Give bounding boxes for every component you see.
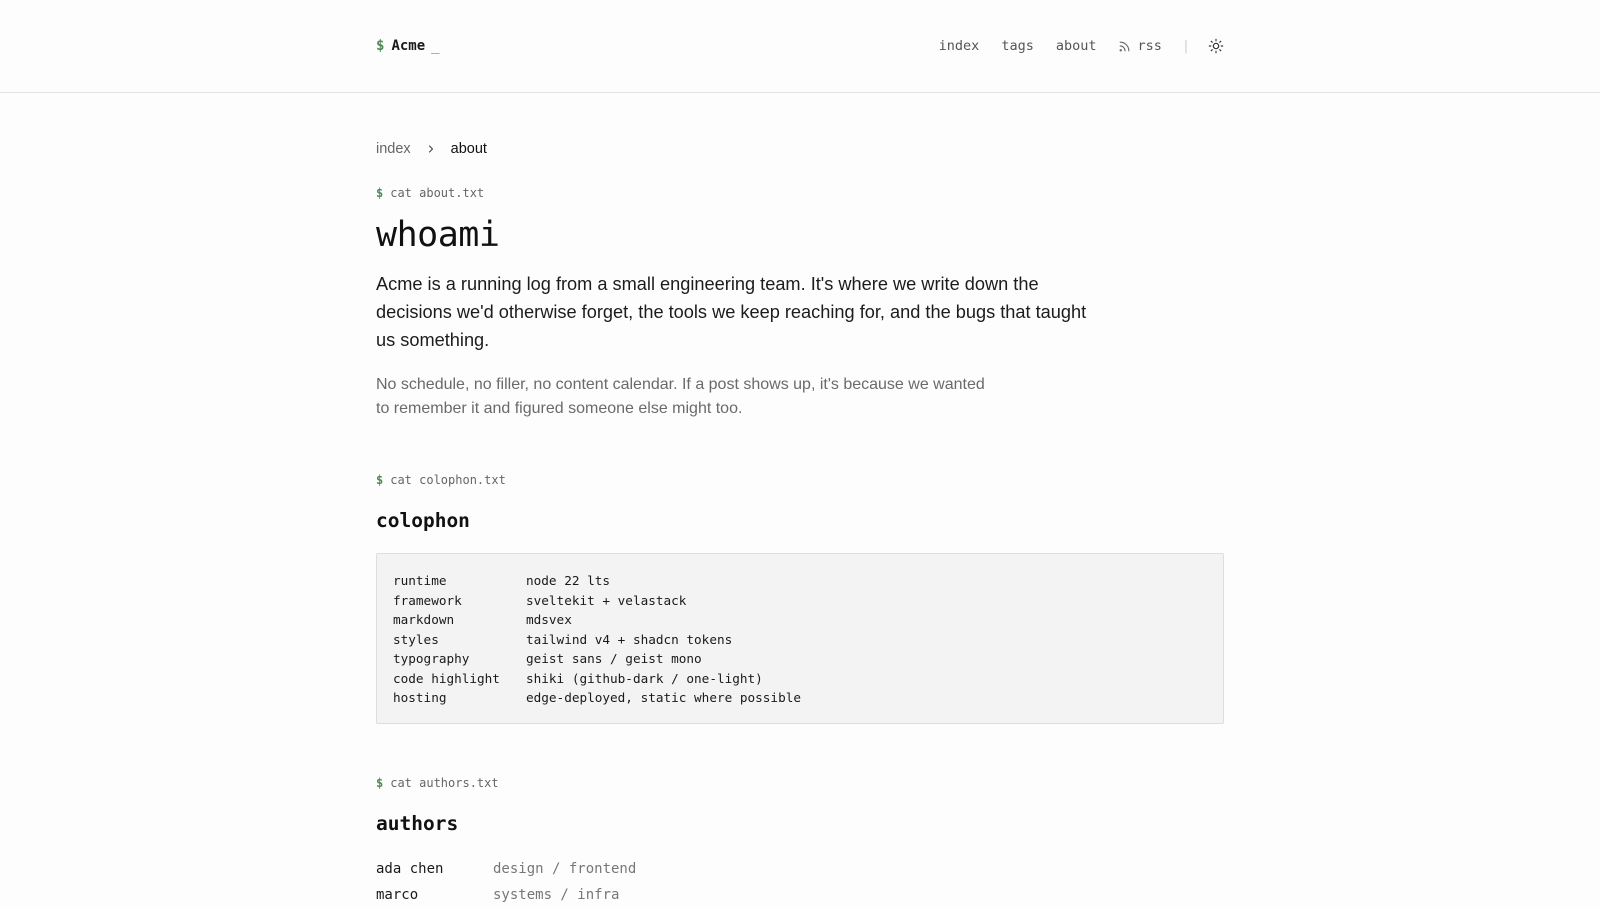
nav-index-link[interactable]: index xyxy=(938,38,980,54)
nav-rss-label: rss xyxy=(1137,38,1162,54)
spec-row xyxy=(393,630,1207,650)
spec-key: framework xyxy=(393,592,462,608)
spec-key: code highlight xyxy=(393,670,500,686)
breadcrumb-current: about xyxy=(450,141,487,157)
spec-value: edge-deployed, static where possible xyxy=(526,690,801,705)
nav-tags-link[interactable]: tags xyxy=(1001,38,1034,54)
spec-row xyxy=(393,669,1207,689)
page-title: whoami xyxy=(376,215,500,255)
spec-value: sveltekit + velastack xyxy=(526,592,687,608)
authors-command-line xyxy=(376,776,499,790)
colophon-heading: colophon xyxy=(376,509,470,532)
author-name: marco xyxy=(376,887,419,903)
command-text: cat about.txt xyxy=(390,186,485,200)
command-prompt: $ xyxy=(376,186,384,200)
brand-name: Acme xyxy=(391,38,426,54)
rss-icon xyxy=(1118,40,1131,53)
author-role: systems / infra xyxy=(493,887,620,903)
sun-icon xyxy=(1208,38,1224,54)
site-header xyxy=(0,0,1600,93)
author-name: ada chen xyxy=(376,861,444,877)
header-inner xyxy=(376,0,1224,92)
breadcrumb xyxy=(376,141,487,157)
nav-rss-link[interactable] xyxy=(1118,38,1161,54)
spec-key: styles xyxy=(393,631,439,647)
command-text: cat authors.txt xyxy=(390,776,499,790)
authors-list xyxy=(376,856,636,908)
theme-toggle-button[interactable] xyxy=(1208,38,1224,54)
spec-key: runtime xyxy=(393,573,447,588)
brand-logo[interactable] xyxy=(376,38,440,54)
spec-row xyxy=(393,610,1207,630)
spec-key: markdown xyxy=(393,612,455,627)
spec-value: node 22 lts xyxy=(526,573,611,588)
spec-value: mdsvex xyxy=(526,612,572,627)
author-row xyxy=(376,882,636,908)
about-command-line xyxy=(376,186,484,200)
about-lede: Acme is a running log from a small engineering team. It's where we write down the decisions we'd otherwise forget, the tools we keep reaching for, and the bugs that taught us something. xyxy=(376,274,1087,350)
nav-about-link[interactable]: about xyxy=(1055,38,1097,54)
spec-row xyxy=(393,591,1207,611)
spec-value: shiki (github-dark / one-light) xyxy=(526,670,763,686)
author-role: design / frontend xyxy=(493,861,637,877)
author-row xyxy=(376,856,636,882)
colophon-code-block xyxy=(376,553,1224,724)
command-text: cat colophon.txt xyxy=(390,473,506,487)
nav-separator: | xyxy=(1181,38,1190,54)
brand-prompt: $ xyxy=(376,38,385,54)
spec-row xyxy=(393,688,1207,708)
spec-key: typography xyxy=(393,651,470,666)
about-note: No schedule, no filler, no content calendar. If a post shows up, it's because we wanted to remember it and figured someone else might too. xyxy=(376,376,985,417)
command-prompt: $ xyxy=(376,473,384,487)
spec-value: geist sans / geist mono xyxy=(526,651,702,666)
spec-value: tailwind v4 + shadcn tokens xyxy=(526,631,733,647)
colophon-command-line xyxy=(376,473,506,487)
spec-key: hosting xyxy=(393,690,447,705)
spec-row xyxy=(393,649,1207,669)
spec-row xyxy=(393,571,1207,591)
authors-heading: authors xyxy=(376,812,459,835)
main-nav xyxy=(939,38,1224,54)
command-prompt: $ xyxy=(376,776,384,790)
chevron-right-icon xyxy=(425,143,437,155)
brand-cursor: _ xyxy=(431,38,440,54)
breadcrumb-index-link[interactable]: index xyxy=(376,141,411,157)
